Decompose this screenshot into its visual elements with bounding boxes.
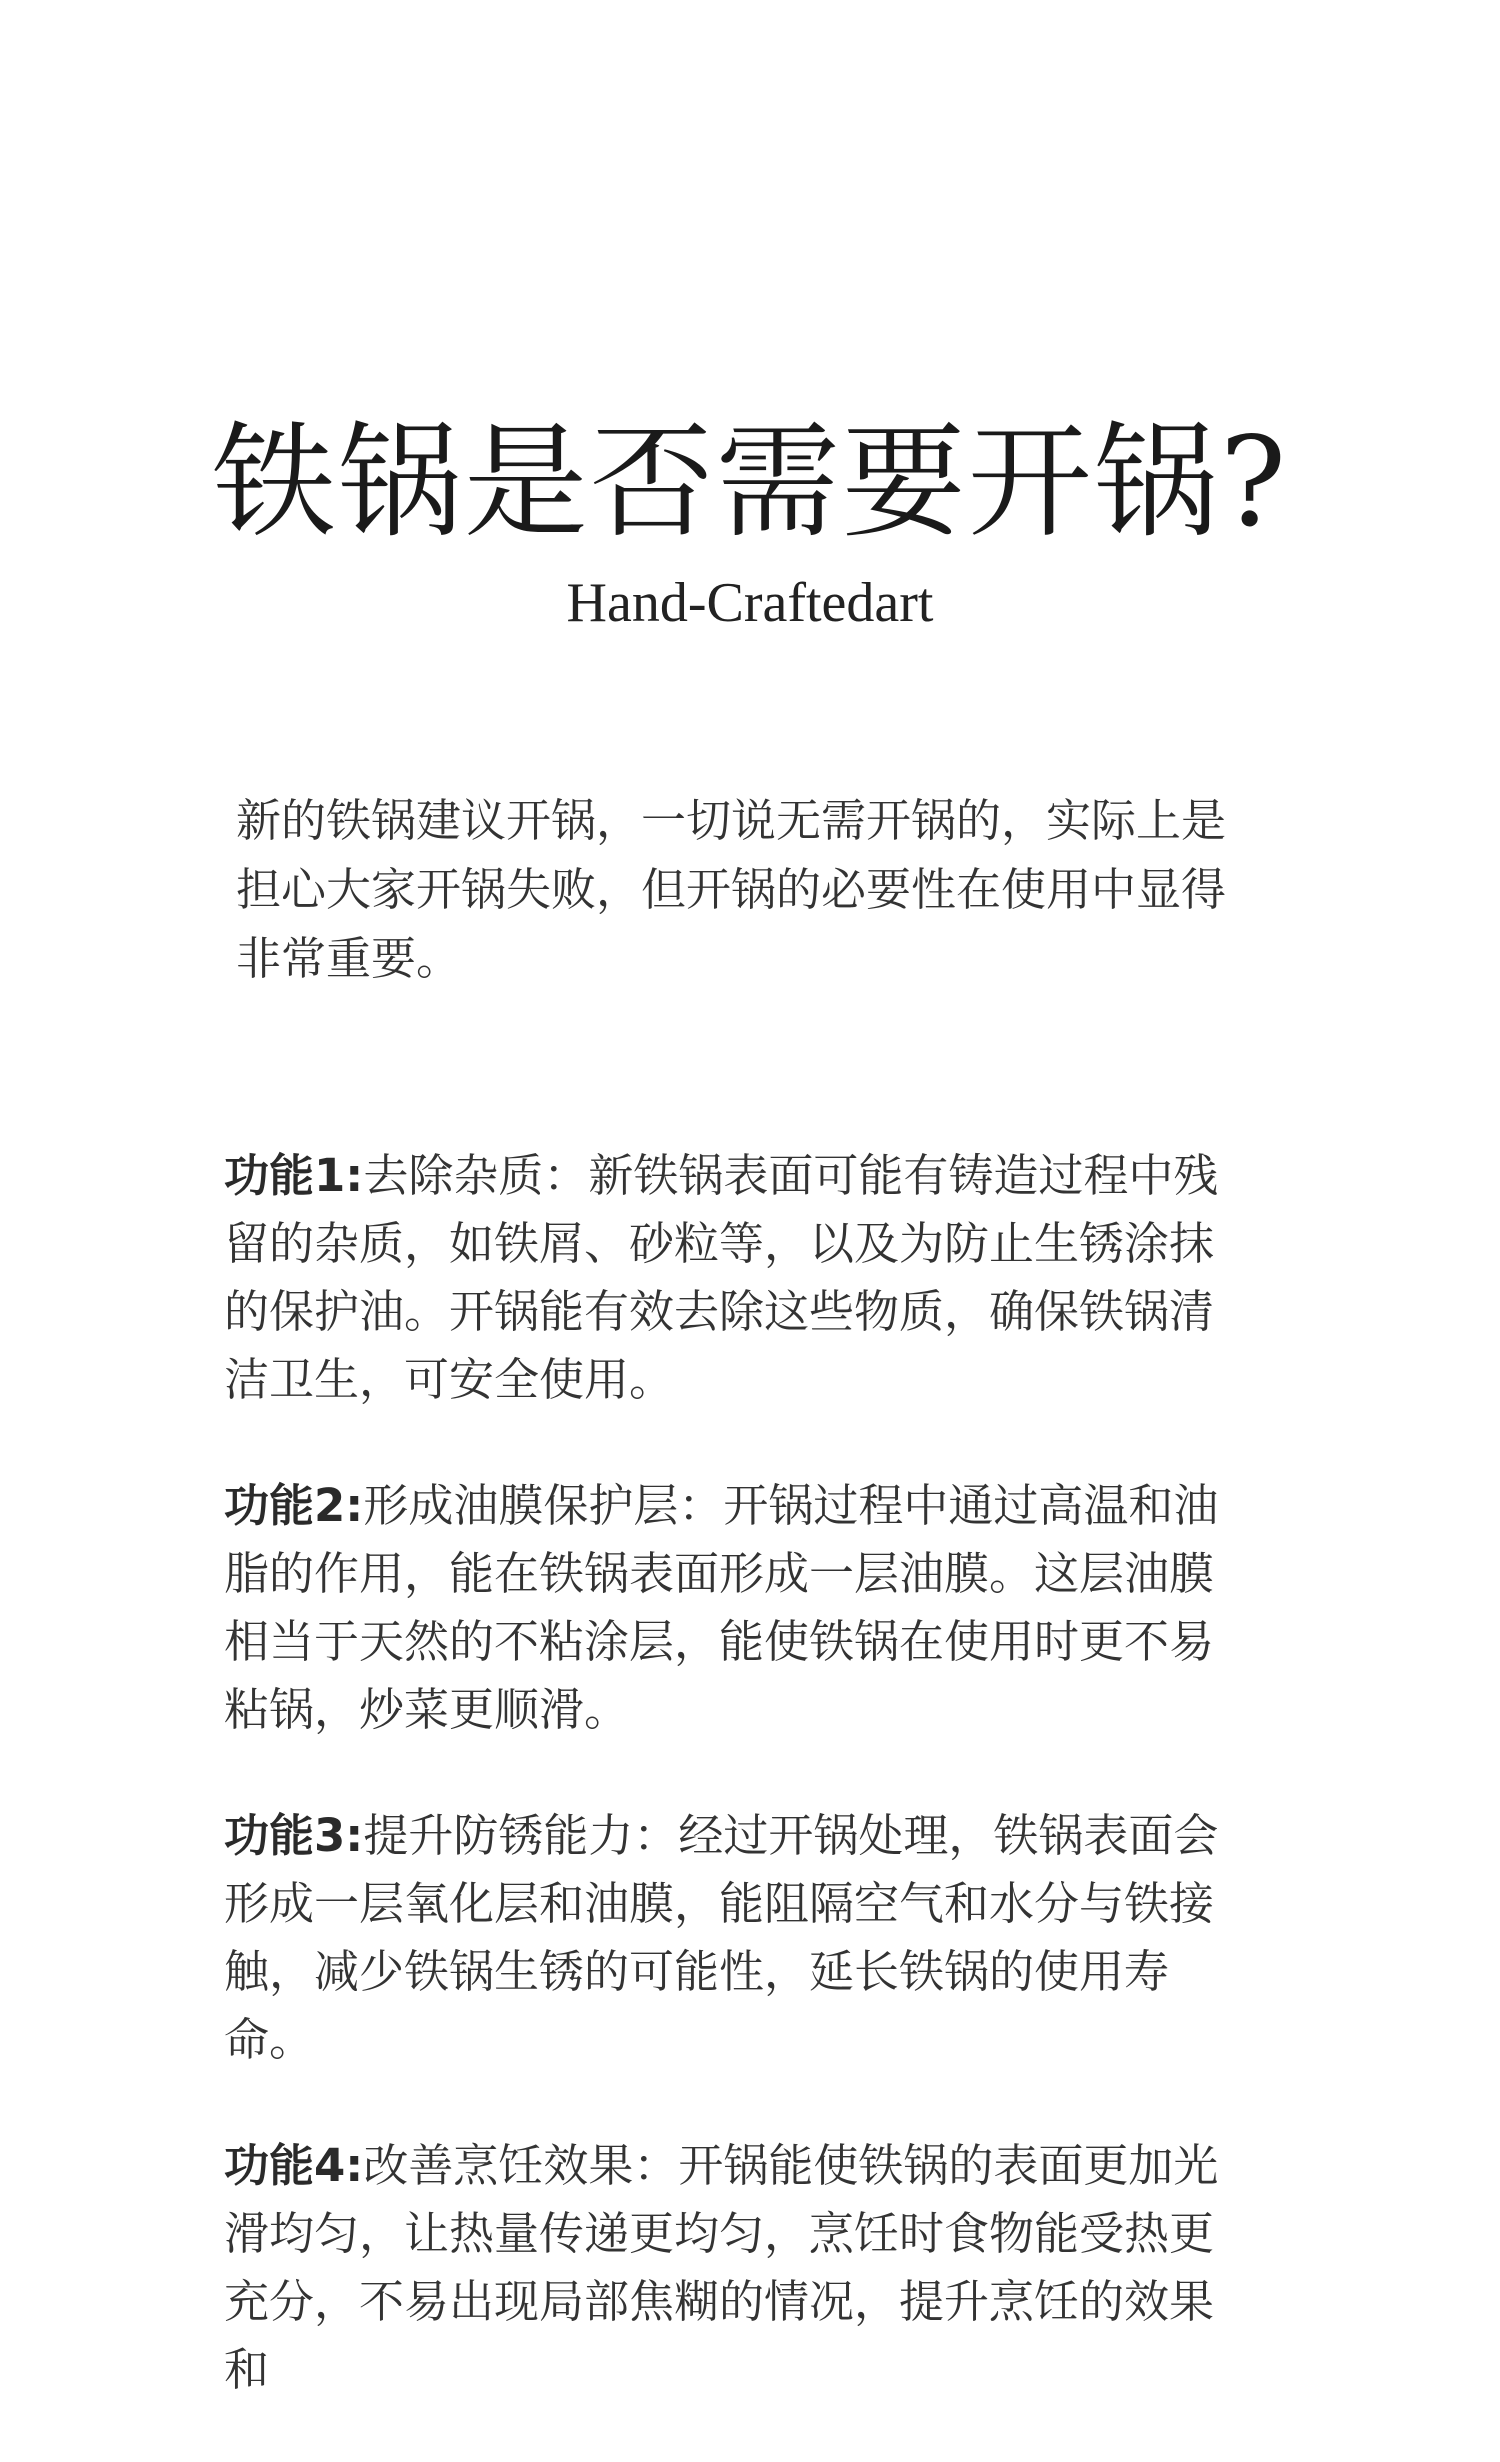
intro-paragraph: 新的铁锅建议开锅，一切说无需开锅的，实际上是担心大家开锅失败，但开锅的必要性在使用中显得非常重要。 [236,794,1227,985]
page-title: 铁锅是否需要开锅? [211,411,1289,555]
function-item-2 [224,1472,1256,1744]
function-text: 提升防锈能力：经过开锅处理，铁锅表面会形成一层氧化层和油膜，能阻隔空气和水分与铁接触，减少铁锅生锈的可能性，延长铁锅的使用寿命。 [224,1809,1219,2066]
function-item-1 [224,1142,1256,1414]
function-label: 功能3: [224,1809,364,1862]
page-subtitle: Hand-Craftedart [566,572,934,634]
function-text: 去除杂质：新铁锅表面可能有铸造过程中残留的杂质，如铁屑、砂粒等，以及为防止生锈涂抹的保护油。开锅能有效去除这些物质，确保铁锅清洁卫生，可安全使用。 [224,1149,1219,1406]
function-list [224,1142,1256,2462]
function-text: 形成油膜保护层：开锅过程中通过高温和油脂的作用，能在铁锅表面形成一层油膜。这层油膜相当于天然的不粘涂层，能使铁锅在使用时更不易粘锅，炒菜更顺滑。 [224,1479,1219,1736]
function-text: 改善烹饪效果：开锅能使铁锅的表面更加光滑均匀，让热量传递更均匀，烹饪时食物能受热更充分，不易出现局部焦糊的情况，提升烹饪的效果和 [224,2139,1219,2396]
function-item-4 [224,2132,1256,2404]
function-label: 功能2: [224,1479,364,1532]
function-item-3 [224,1802,1256,2074]
function-label: 功能1: [224,1149,364,1202]
function-label: 功能4: [224,2139,364,2192]
